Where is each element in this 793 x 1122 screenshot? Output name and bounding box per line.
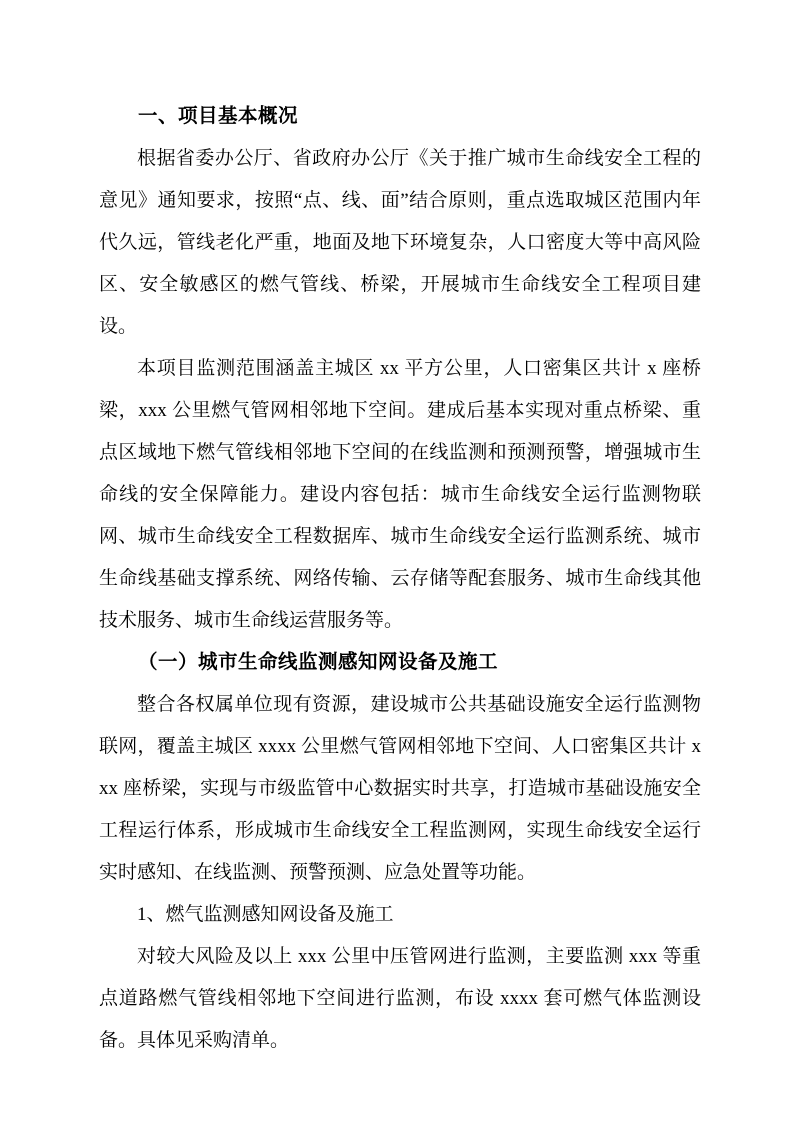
paragraph-sensing-network: 整合各权属单位现有资源，建设城市公共基础设施安全运行监测物联网，覆盖主城区 xxxx 公里燃气管网相邻地下空间、人口密集区共计 xxx 座桥梁，实现与市级监管中心数据实时共享，打造城市基础设施安全工程运行体系，形成城市生命线安全工程监测网，实现生命线安全运行实时感知、在线监测、预警预测、应急处置等功能。	[99, 694, 701, 883]
subheading-gas-monitoring: 1、燃气监测感知网设备及施工	[137, 904, 394, 925]
paragraph-gas-monitoring-detail: 对较大风险及以上 xxx 公里中压管网进行监测，主要监测 xxx 等重点道路燃气管线相邻地下空间进行监测，布设 xxxx 套可燃气体监测设备。具体见采购清单。	[99, 946, 701, 1051]
paragraph-overview-2: 本项目监测范围涵盖主城区 xx 平方公里，人口密集区共计 x 座桥梁，xxx 公里燃气管网相邻地下空间。建成后基本实现对重点桥梁、重点区域地下燃气管线相邻地下空间的在线监测和预测预警，增强城市生命线的安全保障能力。建设内容包括：城市生命线安全运行监测物联网、城市生命线安全工程数据库、城市生命线安全运行监测系统、城市生命线基础支撑系统、网络传输、云存储等配套服务、城市生命线其他技术服务、城市生命线运营服务等。	[99, 358, 701, 631]
section-heading-1: 一、项目基本概况	[138, 106, 299, 127]
section-heading-2: （一）城市生命线监测感知网设备及施工	[138, 652, 499, 673]
paragraph-overview-1: 根据省委办公厅、省政府办公厅《关于推广城市生命线安全工程的意见》通知要求，按照“点、线、面”结合原则，重点选取城区范围内年代久远，管线老化严重，地面及地下环境复杂，人口密度大等中高风险区、安全敏感区的燃气管线、桥梁，开展城市生命线安全工程项目建设。	[99, 148, 701, 337]
